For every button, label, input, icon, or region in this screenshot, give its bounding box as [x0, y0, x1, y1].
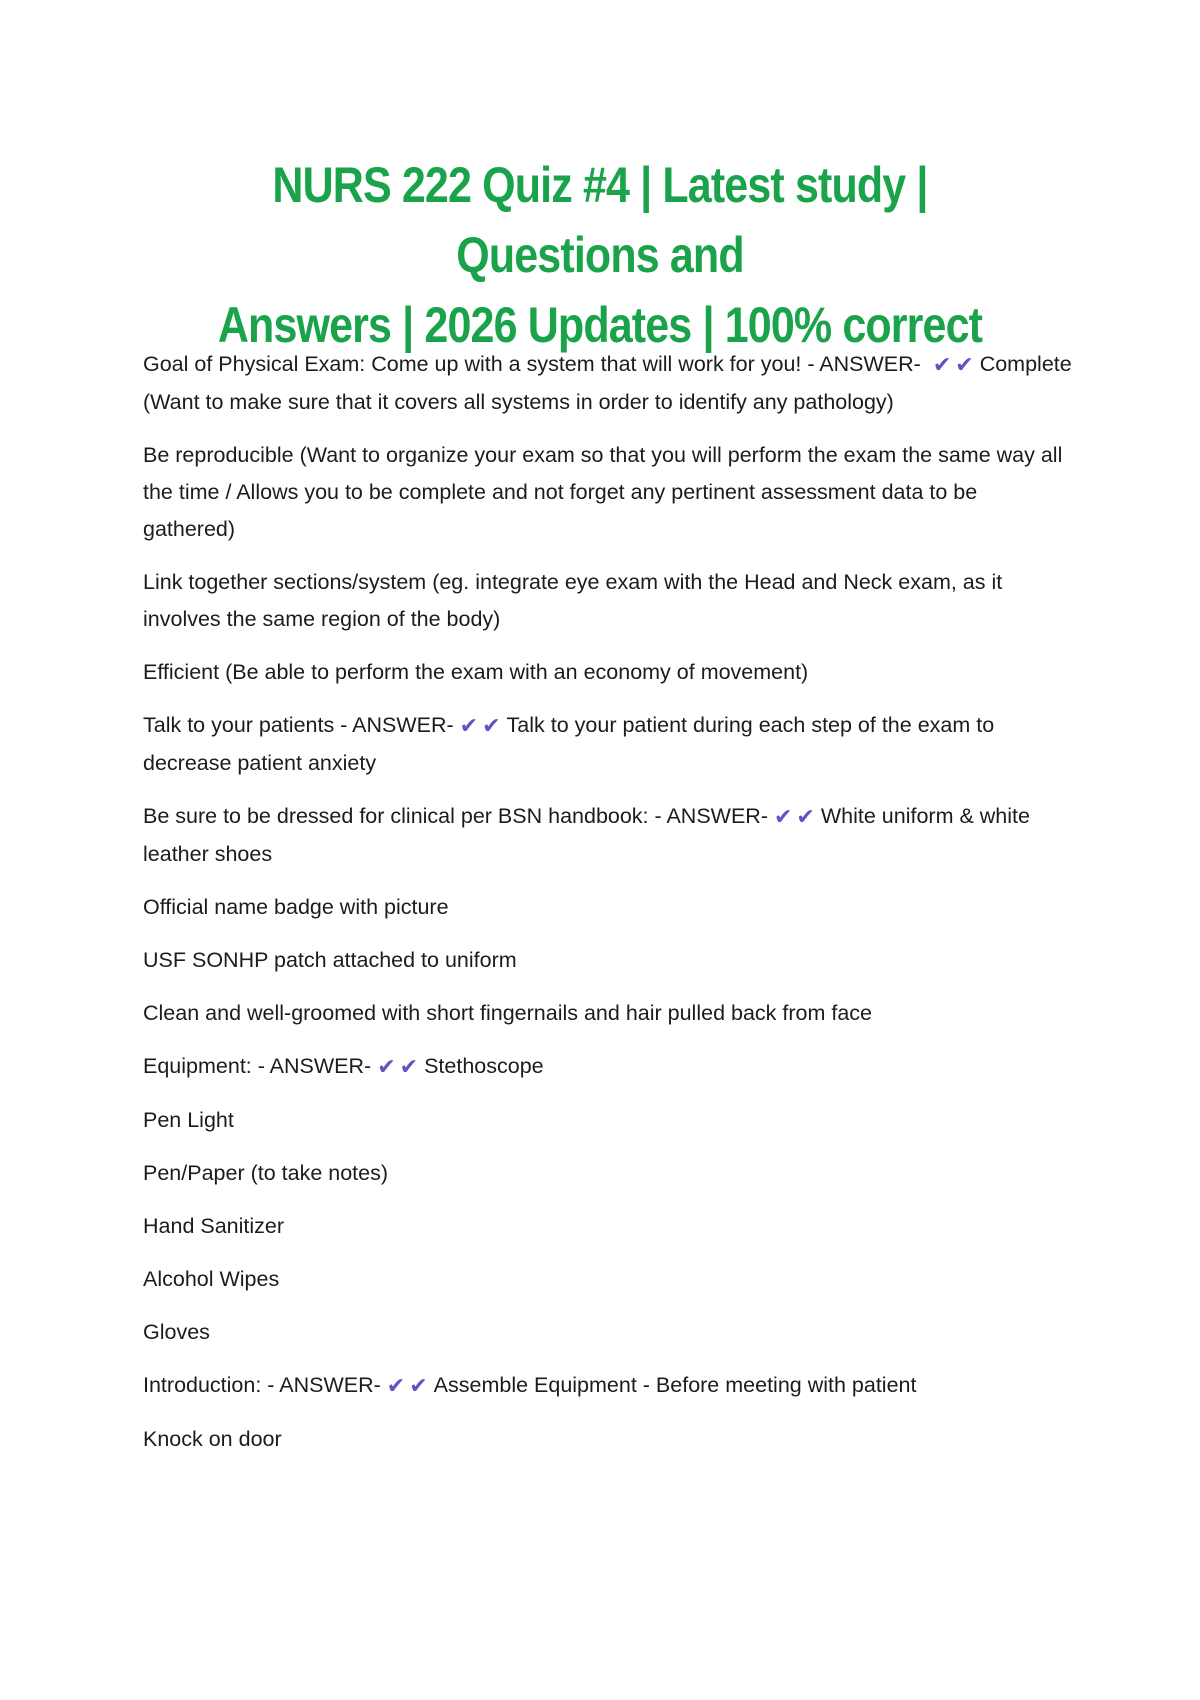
check-icon: ✔	[955, 353, 974, 378]
answer-text: Talk to your patient during each step of the exam to decrease patient anxiety	[143, 713, 995, 775]
answer-text: Assemble Equipment - Before meeting with patient	[433, 1373, 917, 1397]
check-icon: ✔	[459, 714, 479, 739]
check-icon: ✔	[796, 805, 815, 830]
list-item: Official name badge with picture	[143, 895, 449, 919]
check-icon: ✔	[399, 1055, 419, 1080]
title-line-1: NURS 222 Quiz #4 | Latest study | Questions and	[272, 157, 928, 283]
check-icon: ✔	[386, 1374, 406, 1399]
list-item: Gloves	[143, 1320, 210, 1344]
list-item: Be reproducible (Want to organize your exam so that you will perform the exam the same way all the time / Allows you to be complete and not forget any pertinent assessment data to be gathered)	[143, 443, 1063, 541]
check-icon: ✔	[932, 353, 952, 378]
list-item: Alcohol Wipes	[143, 1267, 280, 1291]
document-body	[143, 346, 1073, 1474]
qa-item-dress	[143, 798, 1073, 873]
check-icon: ✔	[409, 1374, 428, 1399]
answer-text: Stethoscope	[424, 1054, 544, 1078]
answer-marker	[387, 1367, 432, 1405]
list-item: Efficient (Be able to perform the exam with an economy of movement)	[143, 660, 809, 684]
question-text: Introduction: - ANSWER-	[143, 1373, 381, 1397]
check-icon: ✔	[482, 714, 501, 739]
question-text: Equipment: - ANSWER-	[143, 1054, 372, 1078]
answer-marker	[460, 707, 505, 745]
list-item: USF SONHP patch attached to uniform	[143, 948, 517, 972]
qa-item-goal	[143, 346, 1073, 421]
qa-item-equipment	[143, 1048, 1073, 1086]
answer-text: Complete (Want to make sure that it covers all systems in order to identify any pathology)	[143, 352, 1072, 414]
title-line-2: Answers | 2026 Updates | 100% correct	[217, 297, 983, 353]
list-item: Pen/Paper (to take notes)	[143, 1161, 389, 1185]
qa-item-introduction	[143, 1367, 1073, 1405]
list-item: Clean and well-groomed with short fingernails and hair pulled back from face	[143, 1001, 872, 1025]
qa-item-talk	[143, 707, 1073, 782]
list-item: Knock on door	[143, 1427, 282, 1451]
document-title	[187, 150, 1013, 360]
question-text: Talk to your patients - ANSWER-	[143, 713, 454, 737]
check-icon: ✔	[377, 1055, 396, 1080]
answer-marker	[774, 798, 819, 836]
list-item: Hand Sanitizer	[143, 1214, 285, 1238]
answer-marker	[933, 346, 978, 384]
question-text: Be sure to be dressed for clinical per BSN handbook: - ANSWER-	[143, 804, 768, 828]
answer-text: White uniform & white leather shoes	[143, 804, 1030, 866]
list-item: Pen Light	[143, 1108, 234, 1132]
question-text: Goal of Physical Exam: Come up with a system that will work for you! - ANSWER-	[143, 352, 921, 376]
check-icon: ✔	[773, 805, 793, 830]
list-item: Link together sections/system (eg. integrate eye exam with the Head and Neck exam, as it involves the same region of the body)	[143, 570, 1003, 631]
answer-marker	[377, 1048, 422, 1086]
